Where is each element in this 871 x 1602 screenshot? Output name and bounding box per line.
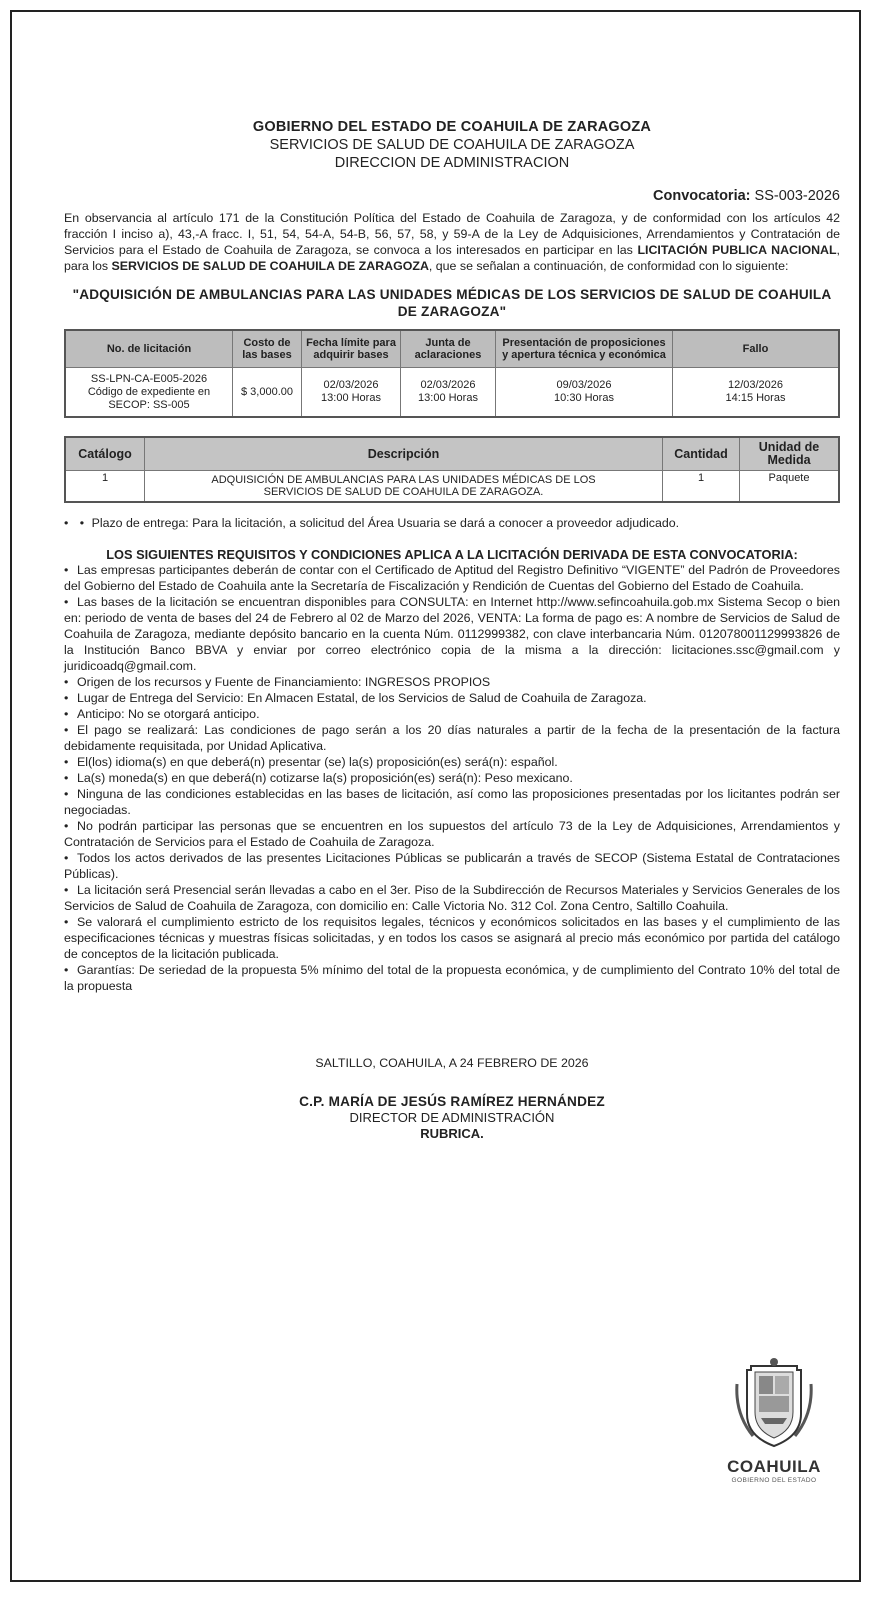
catalog-table xyxy=(64,436,840,503)
bullet-icon: • xyxy=(64,851,69,865)
signer-position: DIRECTOR DE ADMINISTRACIÓN xyxy=(349,1110,555,1125)
bullet-icon: • xyxy=(64,819,69,833)
page xyxy=(10,10,861,1582)
cell-cantidad: 1 xyxy=(663,471,740,503)
cell-catalogo: 1 xyxy=(65,471,145,503)
fallo-time: 14:15 Horas xyxy=(725,392,786,404)
presentacion-date: 09/03/2026 xyxy=(556,379,612,391)
convocatoria-label: Convocatoria: xyxy=(653,188,751,204)
bullet-icon: • xyxy=(64,963,69,977)
bullet-icon: • • xyxy=(64,516,89,530)
signer-name: C.P. MARÍA DE JESÚS RAMÍREZ HERNÁNDEZ xyxy=(299,1094,605,1109)
bullet-icon: • xyxy=(64,771,69,785)
numero-secop: SECOP: SS-005 xyxy=(108,398,190,411)
cell-costo: $ 3,000.00 xyxy=(233,368,302,418)
col-fallo: Fallo xyxy=(673,330,840,368)
cell-numero xyxy=(65,368,233,418)
table-header-row xyxy=(65,330,839,368)
convocatoria-number: SS-003-2026 xyxy=(754,188,840,204)
bullet-icon: • xyxy=(64,675,69,689)
cell-presentacion xyxy=(496,368,673,418)
presentacion-time: 10:30 Horas xyxy=(554,392,614,404)
table-row xyxy=(65,368,839,418)
coahuila-logo xyxy=(724,1354,824,1484)
list-item-text: Todos los actos derivados de las presentes Licitaciones Públicas se publicarán a través de SECOP (Sistema Estatal de Contrataciones Públicas). xyxy=(64,851,840,881)
list-item-text: Se valorará el cumplimiento estricto de los requisitos legales, técnicos y económicos solicitados en las bases y el cumplimiento de las especificaciones técnicas y muestras físicas solicitadas, y en todos los casos se asignará al precio más económico por partida del catálogo de conceptos de la licitación publicada. xyxy=(64,915,840,961)
coat-of-arms-icon xyxy=(731,1354,817,1450)
delivery-term-text: Plazo de entrega: Para la licitación, a solicitud del Área Usuaria se dará a conocer a proveedor adjudicado. xyxy=(91,516,680,530)
header-health-services: SERVICIOS DE SALUD DE COAHUILA DE ZARAGOZA xyxy=(269,137,635,153)
list-item-text: Ninguna de las condiciones establecidas en las bases de licitación, así como las proposiciones presentadas por los licitantes podrán ser negociadas. xyxy=(64,787,840,817)
bullet-icon: • xyxy=(64,755,69,769)
intro-text-1: En observancia al artículo 171 de la Constitución Política del Estado de Coahuila de Zaragoza, y de conformidad con los artículos 42 fracción I inciso a), 43,-A fracc. I, 51, 54, 54-A, 54-B, 56, 57, 58, y 59-A de la Ley de Adquisiciones, Arrendamientos y Contratación de Servicios para el Estado de Coahuila de Zaragoza, se convoca a los interesados en participar en las xyxy=(64,211,840,257)
bullet-icon: • xyxy=(64,691,69,705)
header xyxy=(64,118,840,172)
list-item xyxy=(64,770,840,786)
rubrica: RUBRICA. xyxy=(420,1126,484,1141)
bullet-icon: • xyxy=(64,563,69,577)
col-numero: No. de licitación xyxy=(65,330,233,368)
list-item xyxy=(64,674,840,690)
header-direction: DIRECCION DE ADMINISTRACION xyxy=(334,155,570,171)
list-item-text: Lugar de Entrega del Servicio: En Almacen Estatal, de los Servicios de Salud de Coahuila de Zaragoza. xyxy=(77,691,647,705)
list-item xyxy=(64,962,840,994)
list-item-text: Anticipo: No se otorgará anticipo. xyxy=(77,707,260,721)
numero-licitacion: SS-LPN-CA-E005-2026 xyxy=(90,372,208,385)
logo-word: COAHUILA xyxy=(727,1457,821,1476)
intro-paragraph xyxy=(64,210,840,274)
bullet-icon: • xyxy=(64,707,69,721)
intro-text-2: , para los xyxy=(64,243,840,273)
requirements-title: LOS SIGUIENTES REQUISITOS Y CONDICIONES APLICA A LA LICITACIÓN DERIVADA DE ESTA CONVOCATORIA: xyxy=(106,547,798,562)
list-item xyxy=(64,882,840,914)
list-item-text: No podrán participar las personas que se encuentren en los supuestos del artículo 73 de la Ley de Adquisiciones, Arrendamientos y Contratación de Servicios para el Estado de Coahuila de Zaragoza. xyxy=(64,819,840,849)
logo-sub: GOBIERNO DEL ESTADO xyxy=(731,1477,817,1484)
bullet-icon: • xyxy=(64,915,69,929)
intro-bold-licitacion: LICITACIÓN PUBLICA NACIONAL xyxy=(637,243,837,257)
cell-fallo xyxy=(673,368,840,418)
bullet-icon: • xyxy=(64,883,69,897)
col-costo: Costo de las bases xyxy=(233,330,302,368)
bullet-icon: • xyxy=(64,723,69,737)
date-line: SALTILLO, COAHUILA, A 24 FEBRERO DE 2026 xyxy=(315,1056,589,1070)
list-item xyxy=(64,690,840,706)
list-item xyxy=(64,818,840,850)
cell-descripcion: ADQUISICIÓN DE AMBULANCIAS PARA LAS UNIDADES MÉDICAS DE LOS SERVICIOS DE SALUD DE COAHUILA DE ZARAGOZA. xyxy=(145,471,663,503)
col-catalogo: Catálogo xyxy=(65,437,145,471)
table-row xyxy=(65,471,839,503)
bullet-icon: • xyxy=(64,595,69,609)
list-item xyxy=(64,722,840,754)
col-presentacion: Presentación de proposiciones y apertura técnica y económica xyxy=(496,330,673,368)
list-item xyxy=(64,786,840,818)
tender-title: "ADQUISICIÓN DE AMBULANCIAS PARA LAS UNIDADES MÉDICAS DE LOS SERVICIOS DE SALUD DE COAHUILA DE ZARAGOZA" xyxy=(72,287,832,319)
bullet-icon: • xyxy=(64,787,69,801)
list-item xyxy=(64,562,840,594)
header-government: GOBIERNO DEL ESTADO DE COAHUILA DE ZARAGOZA xyxy=(252,119,652,135)
col-unidad: Unidad de Medida xyxy=(740,437,840,471)
junta-date: 02/03/2026 xyxy=(420,379,476,391)
junta-time: 13:00 Horas xyxy=(418,392,478,404)
convocatoria xyxy=(64,188,840,204)
list-item-text: La(s) moneda(s) en que deberá(n) cotizarse la(s) proposición(es) será(n): Peso mexicano. xyxy=(77,771,573,785)
list-item-text: Las empresas participantes deberán de contar con el Certificado de Aptitud del Registro Definitivo “VIGENTE” del Padrón de Proveedores del Gobierno del Estado de Coahuila ante la Secretaría de Fiscalización y Rendición de Cuentas del Gobierno del Estado de Coahuila. xyxy=(64,563,840,593)
signature-block xyxy=(64,1094,840,1142)
list-item xyxy=(64,754,840,770)
list-item-text: Las bases de la licitación se encuentran disponibles para CONSULTA: en Internet http://www.sefincoahuila.gob.mx Sistema Secop o bien en: periodo de venta de bases del 24 de Febrero al 02 de Marzo del 2026, VENTA: La forma de pago es: A nombre de Servicios de Salud de Coahuila de Zaragoza, mediante depósito bancario en la cuenta Núm. 0112999382, con clave interbancaria Núm. 012078001129993826 de la Institución Banco BBVA y enviar por correo electrónico copia de la misma a la dirección: licitaciones.ssc@gmail.com y juridicoadq@gmail.com. xyxy=(64,595,840,673)
list-item-text: El pago se realizará: Las condiciones de pago serán a los 20 días naturales a partir de la fecha de la presentación de la factura debidamente requisitada, por Unidad Aplicativa. xyxy=(64,723,840,753)
fecha-limite-date: 02/03/2026 xyxy=(323,379,379,391)
tender-schedule-table xyxy=(64,329,840,418)
intro-bold-servicios: SERVICIOS DE SALUD DE COAHUILA DE ZARAGOZA xyxy=(111,259,429,273)
col-descripcion: Descripción xyxy=(145,437,663,471)
cell-unidad: Paquete xyxy=(740,471,840,503)
col-cantidad: Cantidad xyxy=(663,437,740,471)
list-item xyxy=(64,914,840,962)
content xyxy=(64,118,840,1142)
list-item-text: El(los) idioma(s) en que deberá(n) presentar (se) la(s) proposición(es) será(n): español. xyxy=(77,755,558,769)
table-header-row xyxy=(65,437,839,471)
list-item-text: Garantías: De seriedad de la propuesta 5% mínimo del total de la propuesta económica, y de cumplimiento del Contrato 10% del total de la propuesta xyxy=(64,963,840,993)
col-fecha-limite: Fecha límite para adquirir bases xyxy=(302,330,401,368)
delivery-term xyxy=(64,515,840,531)
list-item xyxy=(64,594,840,674)
requirements-list xyxy=(64,562,840,994)
numero-expediente-label: Código de expediente en xyxy=(87,385,211,398)
col-junta: Junta de aclaraciones xyxy=(401,330,496,368)
list-item-text: Origen de los recursos y Fuente de Financiamiento: INGRESOS PROPIOS xyxy=(77,675,491,689)
cell-junta xyxy=(401,368,496,418)
fallo-date: 12/03/2026 xyxy=(727,379,784,391)
list-item xyxy=(64,850,840,882)
cell-fecha-limite xyxy=(302,368,401,418)
intro-text-3: , que se señalan a continuación, de conformidad con lo siguiente: xyxy=(428,259,789,273)
list-item-text: La licitación será Presencial serán llevadas a cabo en el 3er. Piso de la Subdirección de Recursos Materiales y Servicios Generales de los Servicios de Salud de Coahuila de Zaragoza, con domicilio en: Calle Victoria No. 312 Col. Zona Centro, Saltillo Coahuila. xyxy=(64,883,840,913)
list-item xyxy=(64,706,840,722)
fecha-limite-time: 13:00 Horas xyxy=(321,392,381,404)
